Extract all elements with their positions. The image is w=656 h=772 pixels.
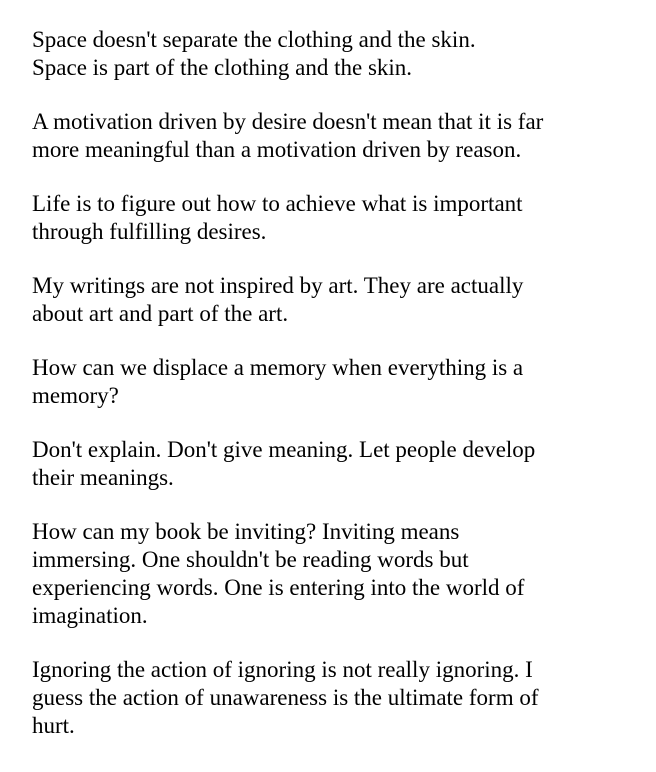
paragraph-line: Don't explain. Don't give meaning. Let people develop: [32, 437, 536, 462]
paragraph-line: their meanings.: [32, 465, 174, 490]
paragraph-5: [32, 354, 632, 410]
paragraph-line: immersing. One shouldn't be reading words but: [32, 547, 469, 572]
paragraph-8: [32, 656, 632, 740]
paragraph-line: hurt.: [32, 713, 75, 738]
paragraph-2: [32, 108, 632, 164]
paragraph-6: [32, 436, 632, 492]
paragraph-4: [32, 272, 632, 328]
paragraph-line: My writings are not inspired by art. They are actually: [32, 273, 524, 298]
paragraph-line: experiencing words. One is entering into the world of: [32, 575, 525, 600]
paragraph-7: [32, 518, 632, 630]
paragraph-line: A motivation driven by desire doesn't mean that it is far: [32, 109, 544, 134]
paragraph-line: memory?: [32, 383, 119, 408]
paragraph-line: Life is to figure out how to achieve what is important: [32, 191, 523, 216]
paragraph-1: [32, 26, 632, 82]
paragraph-line: more meaningful than a motivation driven by reason.: [32, 137, 522, 162]
paragraph-line: about art and part of the art.: [32, 301, 289, 326]
document-body: [32, 26, 632, 766]
paragraph-line: Space is part of the clothing and the skin.: [32, 55, 413, 80]
paragraph-line: Ignoring the action of ignoring is not really ignoring. I: [32, 657, 533, 682]
paragraph-line: How can my book be inviting? Inviting means: [32, 519, 460, 544]
paragraph-line: Space doesn't separate the clothing and the skin.: [32, 27, 476, 52]
paragraph-3: [32, 190, 632, 246]
paragraph-line: guess the action of unawareness is the ultimate form of: [32, 685, 539, 710]
paragraph-line: How can we displace a memory when everything is a: [32, 355, 524, 380]
paragraph-line: through fulfilling desires.: [32, 219, 267, 244]
paragraph-line: imagination.: [32, 603, 148, 628]
